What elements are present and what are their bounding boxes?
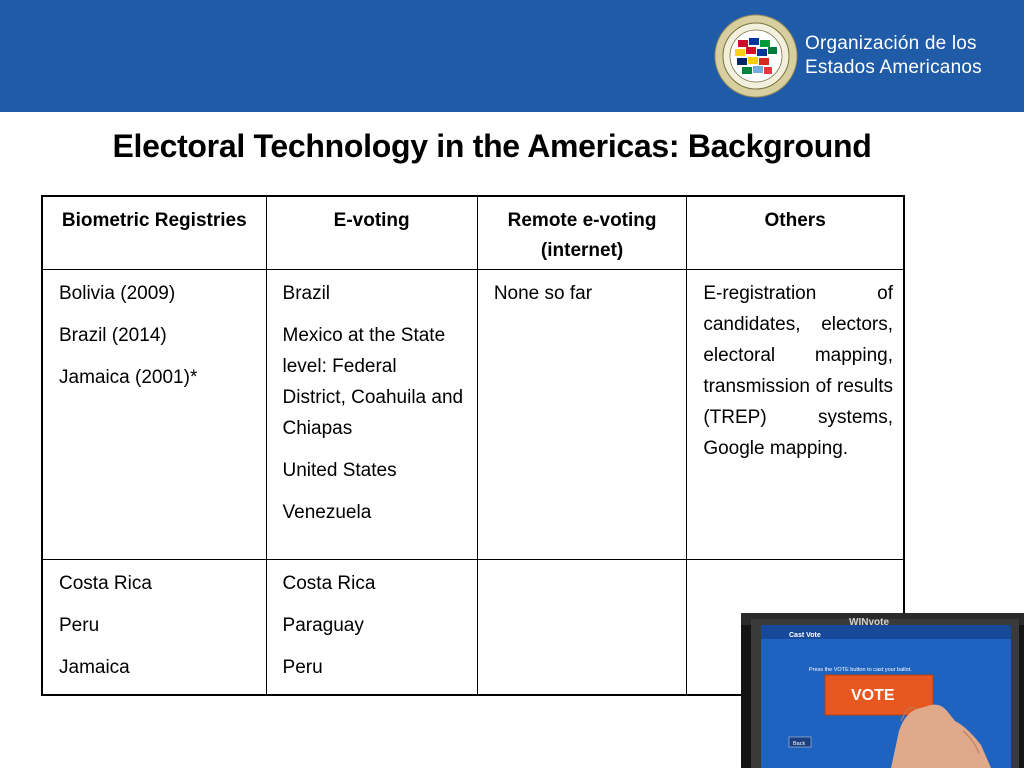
machine-brand-label: WINvote <box>849 617 889 628</box>
list-item: Jamaica <box>59 657 130 678</box>
screen-instruction: Press the VOTE button to cast your ballot. <box>809 667 912 673</box>
list-item: Venezuela <box>282 502 372 523</box>
list-item: Jamaica (2001)* <box>59 367 198 388</box>
cell-remote-evoting <box>477 270 687 560</box>
screen-title: Cast Vote <box>789 632 821 639</box>
organization-name <box>805 32 982 80</box>
list-item: Brazil (2014) <box>59 325 167 346</box>
list-item: Brazil <box>282 283 331 304</box>
list-item: Peru <box>282 657 323 678</box>
cell-evoting <box>266 270 477 560</box>
table-header-row <box>42 196 904 270</box>
list-item: Peru <box>59 615 100 636</box>
cell-evoting <box>266 560 477 696</box>
header-others: Others <box>687 196 904 270</box>
list-item: None so far <box>493 283 593 304</box>
list-item: Bolivia (2009) <box>59 283 176 304</box>
header-evoting: E-voting <box>266 196 477 270</box>
header-remote-evoting: Remote e-voting (internet) <box>477 196 687 270</box>
list-item: Paraguay <box>282 615 364 636</box>
header-biometric: Biometric Registries <box>42 196 266 270</box>
org-name-line2: Estados Americanos <box>805 57 982 78</box>
vote-button: VOTE <box>851 687 895 704</box>
oas-seal-logo <box>714 14 798 98</box>
table-row <box>42 270 904 560</box>
voting-machine-photo <box>741 613 1024 768</box>
header-banner <box>0 0 1024 112</box>
list-item: United States <box>282 460 397 481</box>
cell-biometric <box>42 270 266 560</box>
cell-others: E-registration of candidates, electors, electoral mapping, transmission of results (TREP) systems, Google mapping. <box>687 270 904 560</box>
list-item: Mexico at the State level: Federal District, Coahuila and Chiapas <box>282 325 464 439</box>
page-title: Electoral Technology in the Americas: Background <box>112 128 872 164</box>
list-item: Costa Rica <box>282 573 376 594</box>
back-button: Back <box>793 741 806 747</box>
org-name-line1: Organización de los <box>805 33 977 54</box>
cell-remote-evoting <box>477 560 687 696</box>
list-item: Costa Rica <box>59 573 152 594</box>
cell-biometric <box>42 560 266 696</box>
